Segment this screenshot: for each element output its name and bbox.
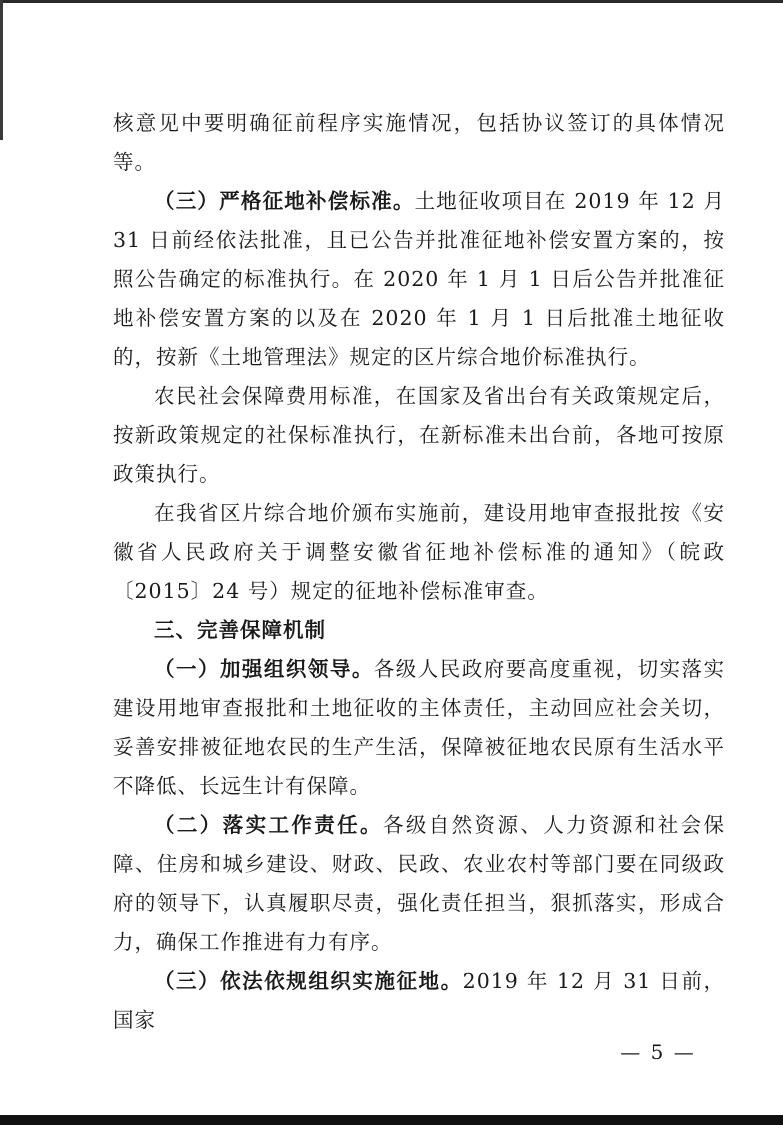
paragraph-1 xyxy=(113,104,725,182)
paragraph-6 xyxy=(113,806,725,962)
paragraph-2-text: 土地征收项目在 2019 年 12 月 31 日前经依法批准，且已公告并批准征地补偿安置方案的，按照公告确定的标准执行。在 2020 年 1 月 1 日后公告并批准征地补偿安置方案的以及在 2020 年 1 月 1 日后批准土地征收的，按新《土地管理法》规定的区片综合地价标准执行。 xyxy=(113,189,726,369)
page-number: — 5 — xyxy=(620,1040,696,1064)
paragraph-4 xyxy=(113,494,725,611)
paragraph-2-lead: （三）严格征地补偿标准。 xyxy=(154,189,415,213)
paragraph-6-text: 各级自然资源、人力资源和社会保障、住房和城乡建设、财政、民政、农业农村等部门要在同级政府的领导下，认真履职尽责，强化责任担当，狠抓落实，形成合力，确保工作推进有力有序。 xyxy=(113,813,726,954)
paragraph-5-text: 各级人民政府要高度重视，切实落实建设用地审查报批和土地征收的主体责任，主动回应社会关切，妥善安排被征地农民的生产生活，保障被征地农民原有生活水平不降低、长远生计有保障。 xyxy=(113,657,726,798)
paragraph-7 xyxy=(113,962,725,1040)
paragraph-7-lead: （三）依法依规组织实施征地。 xyxy=(154,969,463,993)
paragraph-2 xyxy=(113,182,725,377)
section-heading: 三、完善保障机制 xyxy=(154,618,326,642)
paragraph-6-lead: （二）落实工作责任。 xyxy=(154,813,383,837)
scan-edge-left xyxy=(0,0,3,140)
paragraph-5 xyxy=(113,650,725,806)
paragraph-7-text: 2019 年 12 月 31 日前，国家 xyxy=(113,969,725,1032)
paragraph-3-text: 农民社会保障费用标准，在国家及省出台有关政策规定后，按新政策规定的社保标准执行，在新标准未出台前，各地可按原政策执行。 xyxy=(113,384,725,486)
paragraph-5-lead: （一）加强组织领导。 xyxy=(154,657,374,681)
paragraph-3 xyxy=(113,377,725,494)
scan-edge-top xyxy=(0,0,783,3)
paragraph-1-text: 核意见中要明确征前程序实施情况，包括协议签订的具体情况等。 xyxy=(113,111,725,174)
scan-edge-bottom xyxy=(0,1115,783,1125)
document-body xyxy=(113,104,725,1040)
paragraph-4-text: 在我省区片综合地价颁布实施前，建设用地审查报批按《安徽省人民政府关于调整安徽省征地补偿标准的通知》（皖政〔2015〕24 号）规定的征地补偿标准审查。 xyxy=(113,501,725,603)
